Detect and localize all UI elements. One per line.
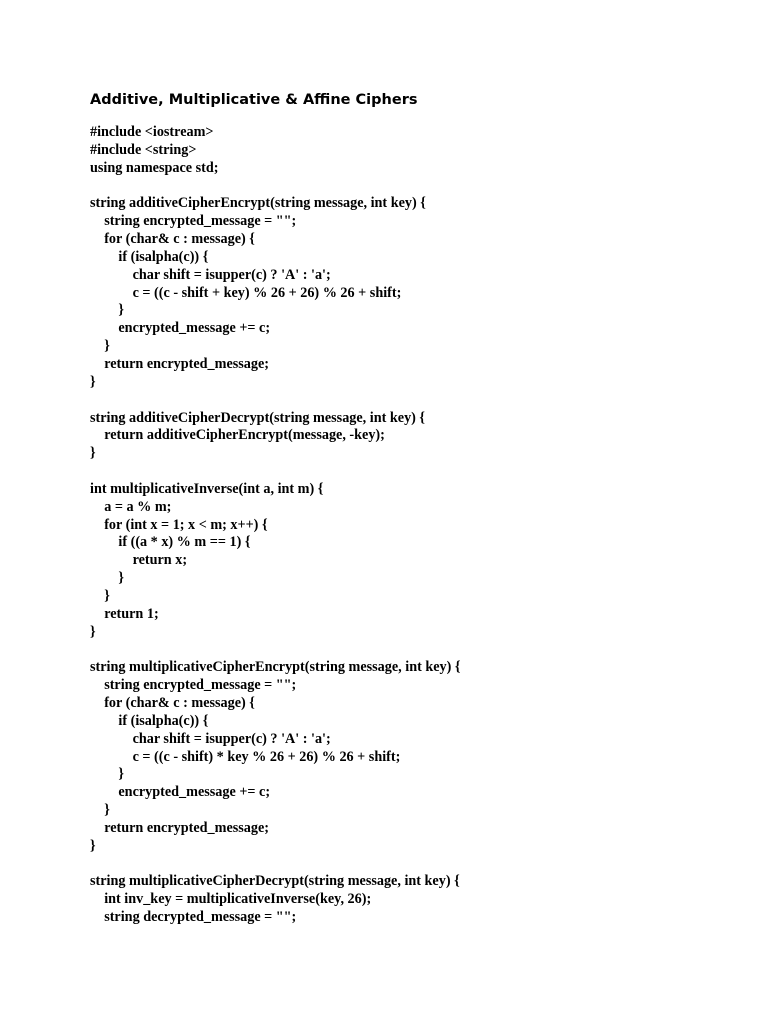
code-line: string additiveCipherEncrypt(string message, int key) { bbox=[90, 195, 426, 212]
code-line: for (char& c : message) { bbox=[90, 695, 255, 711]
code-line: } bbox=[90, 373, 96, 390]
code-line: return encrypted_message; bbox=[90, 819, 270, 836]
code-block bbox=[90, 124, 750, 927]
code-line: encrypted_message += c; bbox=[90, 320, 271, 337]
code-line: } bbox=[90, 802, 110, 819]
code-line: } bbox=[90, 766, 124, 783]
code-line: a = a % m; bbox=[90, 498, 172, 515]
code-line: c = ((c - shift) * key % 26 + 26) % 26 + shift; bbox=[90, 748, 401, 765]
code-line: } bbox=[90, 587, 110, 604]
code-line: for (char& c : message) { bbox=[90, 231, 255, 248]
code-line bbox=[90, 392, 750, 410]
code-line: int multiplicativeInverse(int a, int m) { bbox=[90, 480, 324, 497]
code-line: return additiveCipherEncrypt(message, -key); bbox=[90, 427, 385, 444]
code-line: if ((a * x) % m == 1) { bbox=[90, 534, 251, 551]
code-line: #include <string> bbox=[90, 141, 197, 158]
code-line: } bbox=[90, 338, 110, 355]
code-line: } bbox=[90, 570, 124, 587]
code-line: string decrypted_message = ""; bbox=[90, 909, 297, 926]
code-line: string multiplicativeCipherDecrypt(string message, int key) { bbox=[90, 873, 460, 890]
code-line: return x; bbox=[90, 552, 188, 569]
code-line bbox=[90, 856, 750, 874]
code-line: if (isalpha(c)) { bbox=[90, 248, 209, 265]
code-line: if (isalpha(c)) { bbox=[90, 712, 209, 729]
code-line bbox=[90, 178, 750, 196]
code-line: return 1; bbox=[90, 605, 159, 622]
code-line: char shift = isupper(c) ? 'A' : 'a'; bbox=[90, 266, 331, 283]
code-line: int inv_key = multiplicativeInverse(key, 26); bbox=[90, 891, 372, 908]
code-line: } bbox=[90, 623, 96, 640]
code-line: using namespace std; bbox=[90, 159, 219, 176]
code-line: string additiveCipherDecrypt(string message, int key) { bbox=[90, 409, 426, 426]
code-line bbox=[90, 641, 750, 659]
code-line: return encrypted_message; bbox=[90, 355, 270, 372]
code-line: string multiplicativeCipherEncrypt(string message, int key) { bbox=[90, 659, 461, 676]
code-line: string encrypted_message = ""; bbox=[90, 677, 297, 694]
code-line: } bbox=[90, 445, 96, 462]
code-line: } bbox=[90, 302, 124, 319]
code-line: c = ((c - shift + key) % 26 + 26) % 26 + shift; bbox=[90, 284, 402, 301]
code-line: } bbox=[90, 837, 96, 854]
document-title: Additive, Multiplicative & Affine Ciphers bbox=[90, 92, 418, 108]
code-line: #include <iostream> bbox=[90, 124, 214, 140]
code-line: for (int x = 1; x < m; x++) { bbox=[90, 516, 268, 533]
code-line: char shift = isupper(c) ? 'A' : 'a'; bbox=[90, 730, 331, 747]
code-line: encrypted_message += c; bbox=[90, 784, 271, 801]
code-line bbox=[90, 463, 750, 481]
code-line: string encrypted_message = ""; bbox=[90, 213, 297, 230]
